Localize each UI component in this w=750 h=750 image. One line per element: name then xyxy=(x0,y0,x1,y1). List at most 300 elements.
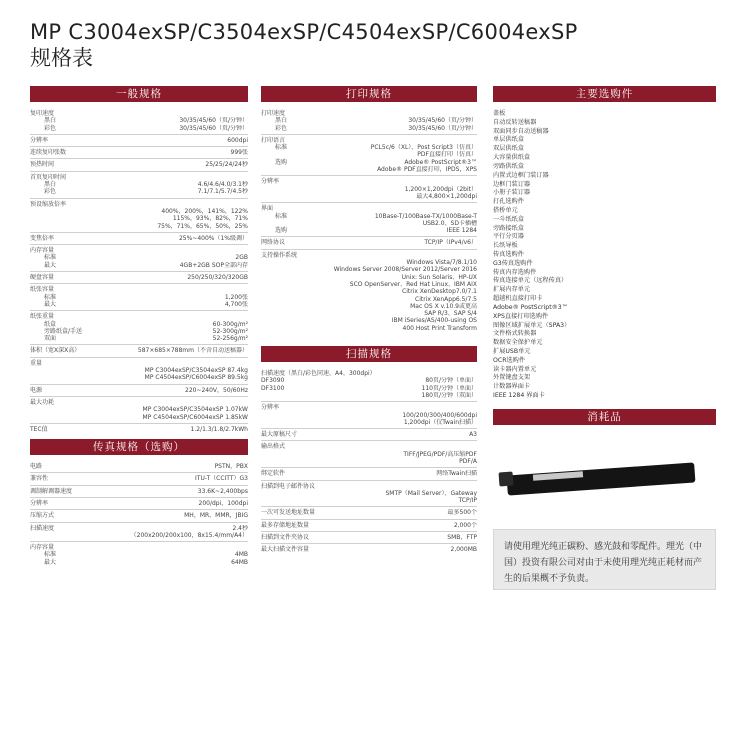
spec-value: 4,700张 xyxy=(224,300,248,308)
spec-value: MP C3004exSP/C3504exSP 87.4kg xyxy=(144,367,248,375)
spec-row xyxy=(261,483,477,490)
spec-row xyxy=(30,235,248,242)
spec-value: 30/35/45/60（页/分钟） xyxy=(408,117,477,125)
option-item: 扩展内存单元 xyxy=(493,286,531,294)
fax-spec-list-2 xyxy=(30,544,248,566)
spec-row xyxy=(30,313,248,320)
spec-value: 4MB xyxy=(234,551,248,559)
spec-value: 180页/分钟（双面） xyxy=(421,391,477,399)
divider xyxy=(261,236,477,237)
spec-value: 30/35/45/60（页/分钟） xyxy=(179,124,248,132)
spec-label: 黑白 xyxy=(44,181,57,189)
spec-row xyxy=(30,360,248,367)
option-item: XPS直接打印选购件 xyxy=(493,312,549,320)
spec-value: 2,000MB xyxy=(450,546,477,554)
divider xyxy=(261,401,477,402)
option-item: 数据安全保护单元 xyxy=(493,339,543,347)
spec-label: 预热时间 xyxy=(30,161,55,169)
spec-label: 标准 xyxy=(275,144,288,152)
divider xyxy=(30,384,248,385)
spec-row xyxy=(261,151,477,158)
option-item: 边框门装订器 xyxy=(493,180,531,188)
option-item: 小册子装订器 xyxy=(493,189,531,197)
option-item: IEEE 1284 界面卡 xyxy=(493,392,545,399)
option-item: 旁路供纸盒 xyxy=(493,162,524,170)
column-left xyxy=(30,86,248,566)
divider xyxy=(261,467,477,468)
spec-value xyxy=(285,443,477,450)
spec-value: 最大4,800×1,200dpi xyxy=(416,192,477,200)
spec-label: 纸张容量 xyxy=(30,286,55,294)
print-spec-list xyxy=(261,110,477,259)
divider xyxy=(30,541,248,542)
spec-row xyxy=(261,227,477,234)
option-item: 双面同步自动送稿器 xyxy=(493,127,549,135)
consumables-notice: 请使用理光纯正碳粉、感光鼓和零配件。理光（中国）投资有限公司对由于未使用理光纯正耗材而产生的后果概不予负责。 xyxy=(493,529,716,590)
spec-value xyxy=(54,110,248,117)
value-line: 1,200dpi（仅Twain扫描） xyxy=(403,418,477,426)
divider xyxy=(30,146,248,147)
spec-label: 预设缩放倍率 xyxy=(30,200,67,208)
spec-row xyxy=(261,470,477,477)
spec-label xyxy=(30,414,44,421)
spec-value: Adobe® PostScript®3™ xyxy=(404,158,477,166)
option-item: G3传真选购件 xyxy=(493,259,533,267)
spec-value: 4.6/4.6/4.0/3.1秒 xyxy=(197,181,248,189)
spec-label: 彩色 xyxy=(275,124,288,132)
value-line: Unix: Sun Solaris、HP-UX xyxy=(401,273,477,281)
spec-value: 60-300g/m² xyxy=(212,320,248,328)
spec-value: 2,000个 xyxy=(453,521,477,529)
spec-label: DF3090 xyxy=(261,377,285,385)
spec-label: 黑白 xyxy=(275,117,288,125)
spec-value: 10Base-T/100Base-TX/1000Base-T xyxy=(374,212,477,220)
spec-label: 界面 xyxy=(261,205,274,213)
spec-value: 4GB+2GB SOP全部内存 xyxy=(179,261,248,269)
divider xyxy=(261,428,477,429)
spec-value: 64MB xyxy=(231,558,248,566)
toner-cap xyxy=(499,471,514,486)
column-right xyxy=(493,86,716,590)
spec-row xyxy=(30,488,248,495)
spec-row xyxy=(30,301,248,308)
spec-label: 调制解调器速度 xyxy=(30,487,73,495)
scan-resolution-values xyxy=(261,412,477,427)
spec-label: 纸盒 xyxy=(44,320,57,328)
spec-value: PDF直接打印（仿真） xyxy=(417,151,477,159)
spec-row xyxy=(261,159,477,166)
spec-label: 最大功耗 xyxy=(30,398,55,406)
value-line: Citrix XenDesktop7.0/7.1 xyxy=(402,288,477,296)
spec-row xyxy=(30,254,248,261)
spec-value xyxy=(285,137,477,144)
spec-row xyxy=(30,161,248,168)
spec-label xyxy=(261,151,275,158)
fax-spec-heading: 传真规格（选购） xyxy=(30,439,248,455)
divider xyxy=(30,509,248,510)
zoom-ratio-values xyxy=(30,208,248,230)
option-item: Adobe® PostScript®3™ xyxy=(493,303,568,311)
spec-label: 最大 xyxy=(44,261,57,269)
spec-value: 52-300g/m² xyxy=(212,327,248,335)
divider xyxy=(30,310,248,311)
spec-label xyxy=(30,367,44,374)
divider xyxy=(261,531,477,532)
spec-label: 双面 xyxy=(44,335,57,343)
divider xyxy=(30,522,248,523)
spec-row xyxy=(30,374,248,381)
spec-row xyxy=(30,174,248,181)
spec-value xyxy=(42,360,248,367)
spec-label: 标准 xyxy=(44,254,57,262)
spec-label: 选购 xyxy=(275,158,288,166)
spec-label: 连续复印张数 xyxy=(30,149,67,157)
spec-value: PSTN，PBX xyxy=(214,463,248,471)
options-list xyxy=(493,110,716,401)
spec-label: 最大原稿尺寸 xyxy=(261,431,298,439)
spec-row xyxy=(30,559,248,566)
option-item: 图像区域扩展单元（SPA3） xyxy=(493,321,571,329)
option-item: 传真内存选购件 xyxy=(493,268,537,276)
option-item: 平行分页器 xyxy=(493,233,524,241)
spec-row xyxy=(261,110,477,117)
spec-label: 标准 xyxy=(44,551,57,559)
spec-row xyxy=(261,534,477,541)
spec-label: 输出格式 xyxy=(261,443,286,451)
spec-label: 打印语言 xyxy=(261,136,286,144)
spec-row xyxy=(30,321,248,328)
option-item: 传真选购件 xyxy=(493,251,524,258)
spec-row xyxy=(261,546,477,553)
spec-value: MP C4504exSP/C6004exSP 89.5kg xyxy=(144,374,248,382)
divider xyxy=(261,202,477,203)
option-item: 传真连接单元（远程传真） xyxy=(493,277,568,285)
spec-row xyxy=(30,137,248,144)
spec-label: 扫描到电子邮件协议 xyxy=(261,482,316,490)
spec-row xyxy=(261,522,477,529)
divider xyxy=(30,198,248,199)
value-line: Windows Vista/7/8.1/10 xyxy=(406,259,477,267)
divider xyxy=(30,485,248,486)
value-line: SMTP（Mail Server）、Gateway xyxy=(385,489,477,497)
value-line: Windows Server 2008/Server 2012/Server 2016 xyxy=(333,266,477,274)
value-line: 75%，71%，65%，50%，25% xyxy=(157,222,248,230)
spec-row xyxy=(261,213,477,220)
spec-value: 2GB xyxy=(235,254,248,262)
spec-row xyxy=(261,252,477,259)
os-list xyxy=(261,259,477,332)
divider xyxy=(30,283,248,284)
output-format-values xyxy=(261,451,477,466)
spec-label: 彩色 xyxy=(44,124,57,132)
spec-row xyxy=(30,500,248,507)
spec-row xyxy=(261,186,477,193)
spec-row xyxy=(261,385,477,392)
scan-spec-list-2 xyxy=(261,431,477,451)
spec-row xyxy=(261,443,477,450)
spec-row xyxy=(261,137,477,144)
option-item: 打孔选购件 xyxy=(493,198,524,206)
scan-spec-list-3 xyxy=(261,470,477,490)
spec-label: 体积（宽X深X高） xyxy=(30,347,81,355)
divider xyxy=(30,472,248,473)
spec-value: 网络Twain扫描 xyxy=(436,470,477,478)
divider xyxy=(30,344,248,345)
spec-value: 587×685×788mm（不含自动送稿器） xyxy=(137,347,248,355)
scan-spec-list xyxy=(261,377,477,411)
divider xyxy=(30,423,248,424)
spec-row xyxy=(261,220,477,227)
spec-value: ITU-T（CCITT）G3 xyxy=(195,475,248,483)
spec-label: 分辨率 xyxy=(30,499,49,507)
option-item: 内置式边框门装订器 xyxy=(493,171,549,179)
spec-value: 600dpi xyxy=(227,136,248,144)
option-item: 单层供纸盒 xyxy=(493,136,524,144)
spec-label: 兼容性 xyxy=(30,475,49,483)
spec-row xyxy=(261,509,477,516)
spec-value xyxy=(279,404,477,411)
spec-value: 7.1/7.1/5.7/4.5秒 xyxy=(197,188,248,196)
spec-row xyxy=(30,294,248,301)
spec-value: 25/25/24/24秒 xyxy=(205,161,248,169)
divider xyxy=(30,497,248,498)
spec-row xyxy=(261,166,477,173)
value-line: TIFF/JPEG/PDF/高压缩PDF xyxy=(403,450,477,458)
value-line: Citrix XenApp6.5/7.5 xyxy=(415,295,477,303)
spec-label: 电源 xyxy=(30,386,43,394)
spec-value: 999张 xyxy=(230,149,248,157)
spec-label: 最大 xyxy=(44,558,57,566)
divider xyxy=(261,175,477,176)
value-line: PDF/A xyxy=(459,457,477,465)
spec-value: 80页/分钟（单面） xyxy=(425,377,477,385)
spec-row xyxy=(30,414,248,421)
spec-label: 彩色 xyxy=(44,188,57,196)
spec-row xyxy=(261,117,477,124)
spec-value: A3 xyxy=(469,431,477,439)
spec-row xyxy=(30,149,248,156)
divider xyxy=(261,249,477,250)
spec-value xyxy=(273,205,477,212)
spec-row xyxy=(30,286,248,293)
option-item: 超越机直接打印卡 xyxy=(493,295,543,303)
spec-value: 250/250/320/320GB xyxy=(187,274,248,282)
spec-label: 黑白 xyxy=(44,117,57,125)
spec-value xyxy=(297,252,477,259)
divider xyxy=(261,440,477,441)
spec-label: 最大 xyxy=(44,300,57,308)
option-item: 自动反转送稿器 xyxy=(493,118,537,126)
spec-label: TEC值 xyxy=(30,425,48,433)
spec-row xyxy=(261,239,477,246)
spec-label: 最多存储地址数量 xyxy=(261,521,310,529)
spec-row xyxy=(30,544,248,551)
spec-label: 支持操作系统 xyxy=(261,251,298,259)
spec-label xyxy=(30,374,44,381)
spec-value: 30/35/45/60（页/分钟） xyxy=(179,117,248,125)
general-spec-list xyxy=(30,110,248,208)
spec-label: 绑定软件 xyxy=(261,470,286,478)
consumables-heading: 消耗品 xyxy=(493,409,716,425)
fax-scan-note: （200x200/200x100，8x15.4/mm/A4） xyxy=(130,531,248,539)
spec-row xyxy=(30,551,248,558)
spec-row xyxy=(30,125,248,132)
spec-row xyxy=(261,193,477,200)
spec-label: 标准 xyxy=(275,212,288,220)
spec-label: 标准 xyxy=(44,293,57,301)
spec-row xyxy=(30,426,248,433)
spec-label: 首页复印时间 xyxy=(30,173,67,181)
spec-value xyxy=(279,178,477,185)
spec-row xyxy=(30,117,248,124)
spec-label xyxy=(261,186,275,193)
general-spec-heading: 一般规格 xyxy=(30,86,248,102)
spec-row xyxy=(261,377,477,384)
divider xyxy=(261,134,477,135)
spec-row xyxy=(30,399,248,406)
spec-value: 最多500个 xyxy=(447,509,477,517)
option-item: 计数器界面卡 xyxy=(493,383,531,391)
spec-row xyxy=(30,247,248,254)
spec-label: 一次可发送地址数量 xyxy=(261,509,316,517)
spec-label: 电路 xyxy=(30,463,43,471)
value-line: IBM iSeries/AS/400-using OS xyxy=(391,317,477,325)
spec-label: 旁路纸盒/手送 xyxy=(44,327,83,335)
fax-spec-list xyxy=(30,463,248,532)
spec-label: 分辨率 xyxy=(261,178,280,186)
spec-row xyxy=(30,387,248,394)
spec-label: 硬盘容量 xyxy=(30,274,55,282)
value-line: Mac OS X v.10.9或更高 xyxy=(410,302,477,310)
option-item: 旁路接纸盒 xyxy=(493,224,524,232)
spec-value xyxy=(66,174,248,181)
option-item: 读卡器内置单元 xyxy=(493,365,537,373)
spec-value: 1,200×1,200dpi（2bit） xyxy=(404,185,477,193)
spec-value: MP C3004exSP/C3504exSP 1.07kW xyxy=(142,406,248,414)
spec-label: 分辨率 xyxy=(30,136,49,144)
toner-cartridge-image xyxy=(493,433,716,527)
spec-value: 200/dpi，100dpi xyxy=(198,499,248,507)
spec-value xyxy=(315,483,477,490)
spec-label: 压缩方式 xyxy=(30,512,55,520)
divider xyxy=(30,357,248,358)
spec-value: MH，MR，MMR，JBIG xyxy=(184,512,248,520)
option-item: OCR选购件 xyxy=(493,356,526,364)
spec-label: 扫描速度 xyxy=(30,524,55,532)
spec-value xyxy=(54,313,248,320)
option-item: 盖板 xyxy=(493,110,506,117)
divider xyxy=(30,396,248,397)
spec-row xyxy=(261,178,477,185)
scan-spec-list-4 xyxy=(261,509,477,553)
spec-row xyxy=(261,125,477,132)
spec-value: 2.4秒 xyxy=(232,524,248,532)
spec-value: 220~240V，50/60Hz xyxy=(185,386,248,394)
divider xyxy=(261,480,477,481)
spec-value: 52-256g/m² xyxy=(212,335,248,343)
spec-label: 重量 xyxy=(30,359,43,367)
spec-label: DF3100 xyxy=(261,384,285,392)
spec-label xyxy=(261,220,275,227)
scan-speed-label: 扫描速度（黑白/彩色同速，A4，300dpi） xyxy=(261,370,376,378)
value-line: 115%，93%，82%，71% xyxy=(172,215,248,223)
spec-value: 1,200张 xyxy=(224,293,248,301)
spec-label: 变焦倍率 xyxy=(30,234,55,242)
option-item: 双层供纸盒 xyxy=(493,145,524,153)
spec-value xyxy=(54,286,248,293)
spec-value xyxy=(54,399,248,406)
spec-value: MP C4504exSP/C6004exSP 1.85kW xyxy=(142,413,248,421)
spec-label xyxy=(30,406,44,413)
spec-row xyxy=(30,347,248,354)
option-item: 外置键盘支架 xyxy=(493,374,531,382)
options-heading: 主要选购件 xyxy=(493,86,716,102)
spec-label: 分辨率 xyxy=(261,404,280,412)
option-item: 大容量供纸盒 xyxy=(493,154,531,162)
value-line: 400 Host Print Transform xyxy=(402,324,477,332)
spec-value: PCL5c/6（XL）、Post Script3（仿真） xyxy=(370,144,477,152)
spec-row xyxy=(261,392,477,399)
spec-row xyxy=(30,274,248,281)
spec-value: Adobe® PDF直接打印，IPDS，XPS xyxy=(377,166,477,174)
spec-row xyxy=(30,262,248,269)
spec-label: 纸张重量 xyxy=(30,313,55,321)
divider xyxy=(30,134,248,135)
spec-label: 内存容量 xyxy=(30,247,55,255)
page-subtitle: 规格表 xyxy=(30,46,93,70)
column-middle xyxy=(261,86,477,554)
spec-row xyxy=(30,188,248,195)
spec-row xyxy=(30,201,248,208)
general-spec-list-2 xyxy=(30,235,248,433)
spec-value: SMB，FTP xyxy=(447,534,477,542)
spec-label: 内存容量 xyxy=(30,544,55,552)
spec-value: USB2.0、SD卡插槽 xyxy=(422,219,477,227)
spec-value: 33.6K~2,400bps xyxy=(197,487,248,495)
divider xyxy=(30,271,248,272)
option-item: 长纸导板 xyxy=(493,242,518,250)
value-line: 400%，200%，141%，122% xyxy=(161,207,248,215)
spec-row xyxy=(30,335,248,342)
spec-row xyxy=(30,181,248,188)
spec-row xyxy=(30,463,248,470)
spec-value: IEEE 1284 xyxy=(446,227,477,235)
spec-value: 110页/分钟（单面） xyxy=(421,384,477,392)
spec-row xyxy=(30,110,248,117)
spec-row xyxy=(261,404,477,411)
option-item: 扩展USB单元 xyxy=(493,347,531,355)
spec-row xyxy=(30,328,248,335)
divider xyxy=(30,158,248,159)
spec-label xyxy=(261,166,275,173)
spec-label: 网络协议 xyxy=(261,239,286,247)
divider xyxy=(261,506,477,507)
spec-row xyxy=(261,431,477,438)
spec-value: 25%~400%（1%级调） xyxy=(178,234,248,242)
spec-value: 30/35/45/60（页/分钟） xyxy=(408,124,477,132)
divider xyxy=(261,519,477,520)
spec-row xyxy=(30,475,248,482)
spec-row xyxy=(30,406,248,413)
spec-label: 扫描到文件夹协议 xyxy=(261,534,310,542)
spec-label: 选购 xyxy=(275,227,288,235)
spec-row xyxy=(30,512,248,519)
email-protocol-values xyxy=(261,490,477,505)
divider xyxy=(30,244,248,245)
spec-value xyxy=(285,110,477,117)
spec-label xyxy=(261,193,275,200)
spec-label: 复印速度 xyxy=(30,110,55,117)
